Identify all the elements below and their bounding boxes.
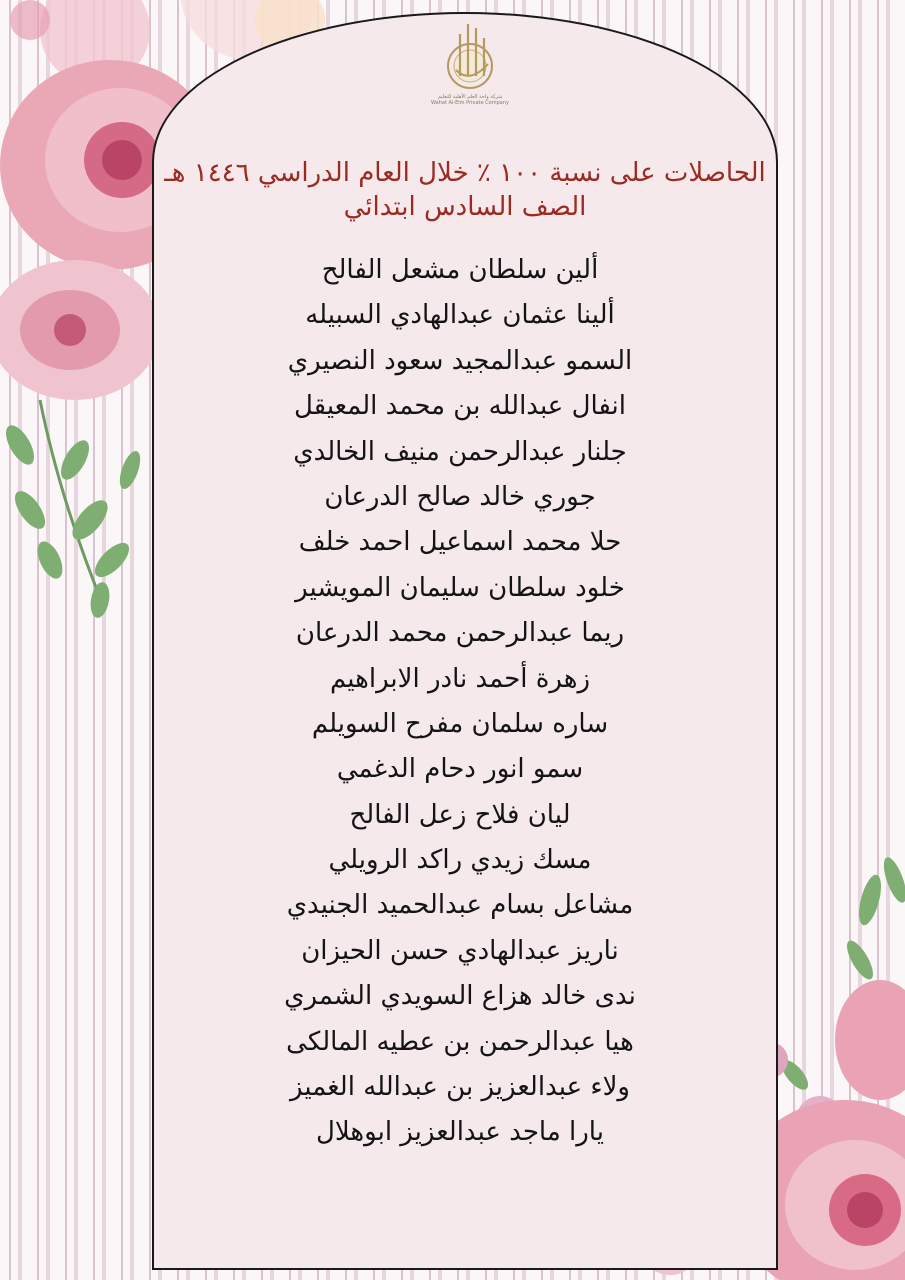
student-name: مشاعل بسام عبدالحميد الجنيدي [286,890,634,921]
heading-title: الحاصلات على نسبة ١٠٠ ٪ خلال العام الدراسي ١٤٤٦ هـ [164,158,766,188]
student-name: هيا عبدالرحمن بن عطيه المالكى [286,1026,634,1057]
student-name: انفال عبدالله بن محمد المعيقل [293,391,626,422]
student-name: زهرة أحمد نادر الابراهيم [329,663,590,694]
school-logo [410,14,530,124]
student-name: يارا ماجد عبدالعزيز ابوهلال [316,1117,604,1148]
student-name: حلا محمد اسماعيل احمد خلف [298,527,622,558]
logo-brand-text-en: Wahat Al-Elm Private Company [431,100,509,106]
student-name: جلنار عبدالرحمن منيف الخالدي [293,436,627,467]
heading-grade: الصف السادس ابتدائي [343,192,587,222]
student-name: ناريز عبدالهادي حسن الحيزان [301,935,619,966]
page-heading [160,156,770,224]
logo-emblem-icon [438,14,502,94]
student-name: ليان فلاح زعل الفالح [349,799,571,830]
student-name: ساره سلمان مفرح السويلم [311,708,609,739]
student-name: ندى خالد هزاع السويدي الشمري [284,981,636,1012]
student-name: ريما عبدالرحمن محمد الدرعان [295,618,625,649]
student-list [160,248,760,1156]
student-name: السمو عبدالمجيد سعود النصيري [287,345,633,376]
student-name: خلود سلطان سليمان المويشير [295,572,625,603]
student-name: جوري خالد صالح الدرعان [324,481,596,512]
leaf-sprig-left [0,400,144,619]
student-name: ولاء عبدالعزيز بن عبدالله الغميز [290,1072,630,1103]
student-name: ألينا عثمان عبدالهادي السبيله [305,300,615,331]
logo-brand-text: شركة واحة العلم الأهلية للتعليم [437,94,503,100]
student-name: سمو انور دحام الدغمي [336,754,584,785]
student-name: ألين سلطان مشعل الفالح [321,255,599,285]
student-name: مسك زيدي راكد الرويلي [328,845,592,876]
